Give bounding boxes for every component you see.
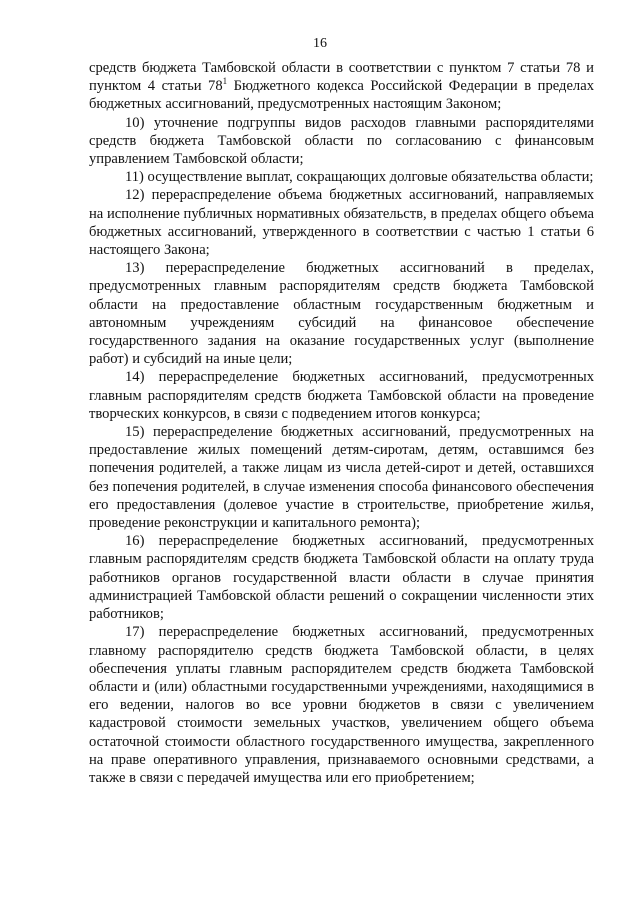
paragraph-item-11: 11) осуществление выплат, сокращающих долговые обязательства области; (125, 169, 594, 186)
paragraph-item-17: 17) перераспределение бюджетных ассигнований, предусмотренных главному распорядителю средств бюджета Тамбовской области, в целях обеспечения уплаты главным распорядителем средств бюджета Тамбовской области и (или) областными государственными учреждениями, находящимися в его ведении, налогов во все уровни бюджетов в связи с увеличением кадастровой стоимости земельных участков, увеличением общего объема остаточной стоимости областного государственного имущества, закрепленного на праве оперативного управления, признаваемого основными средствами, а также в связи с передачей имущества или его приобретением; (89, 624, 594, 786)
paragraph-continuation-text: средств бюджета Тамбовской области в соответствии с пунктом 7 статьи 78 и пунктом 4 статьи 78 (89, 60, 594, 95)
paragraph-item-14: 14) перераспределение бюджетных ассигнований, предусмотренных главным распорядителям средств бюджета Тамбовской области на проведение творческих конкурсов, в связи с подведением итогов конкурса; (89, 369, 594, 422)
paragraph-item-12: 12) перераспределение объема бюджетных ассигнований, направляемых на исполнение публичных нормативных обязательств, в пределах общего объема бюджетных ассигнований, утвержденного в соответствии с частью 1 статьи 6 настоящего Закона; (89, 187, 594, 259)
paragraph-item-15: 15) перераспределение бюджетных ассигнований, предусмотренных на предоставление жилых помещений детям-сиротам, детям, оставшимся без попечения родителей, а также лицам из числа детей-сирот и детей, оставшихся без попечения родителей, в случае изменения способа финансового обеспечения его предоставления (долевое участие в строительстве, приобретение жилья, проведение реконструкции и капитального ремонта); (89, 424, 594, 532)
paragraph-item-10: 10) уточнение подгруппы видов расходов главными распорядителями средств бюджета Тамбовской области по согласованию с финансовым управлением Тамбовской области; (89, 114, 594, 168)
document-body (89, 59, 594, 787)
paragraph-continuation-text-end: Бюджетного кодекса Российской Федерации в пределах бюджетных ассигнований, предусмотренных настоящим Законом; (89, 78, 594, 113)
paragraph-item-13: 13) перераспределение бюджетных ассигнований в пределах, предусмотренных главным распорядителям средств бюджета Тамбовской области на предоставление областным государственным бюджетным и автономным учреждениям субсидий на финансовое обеспечение государственного задания на оказание государственных услуг (выполнение работ) и субсидий на иные цели; (89, 260, 594, 368)
superscript-mark: 1 (222, 76, 228, 87)
page-number: 16 (313, 36, 327, 51)
paragraph-continuation (89, 59, 594, 114)
paragraph-item-16: 16) перераспределение бюджетных ассигнований, предусмотренных главным распорядителям средств бюджета Тамбовской области на оплату труда работников органов государственной власти области в случае принятия администрацией Тамбовской области решений о сокращении численности этих работников; (89, 533, 594, 623)
